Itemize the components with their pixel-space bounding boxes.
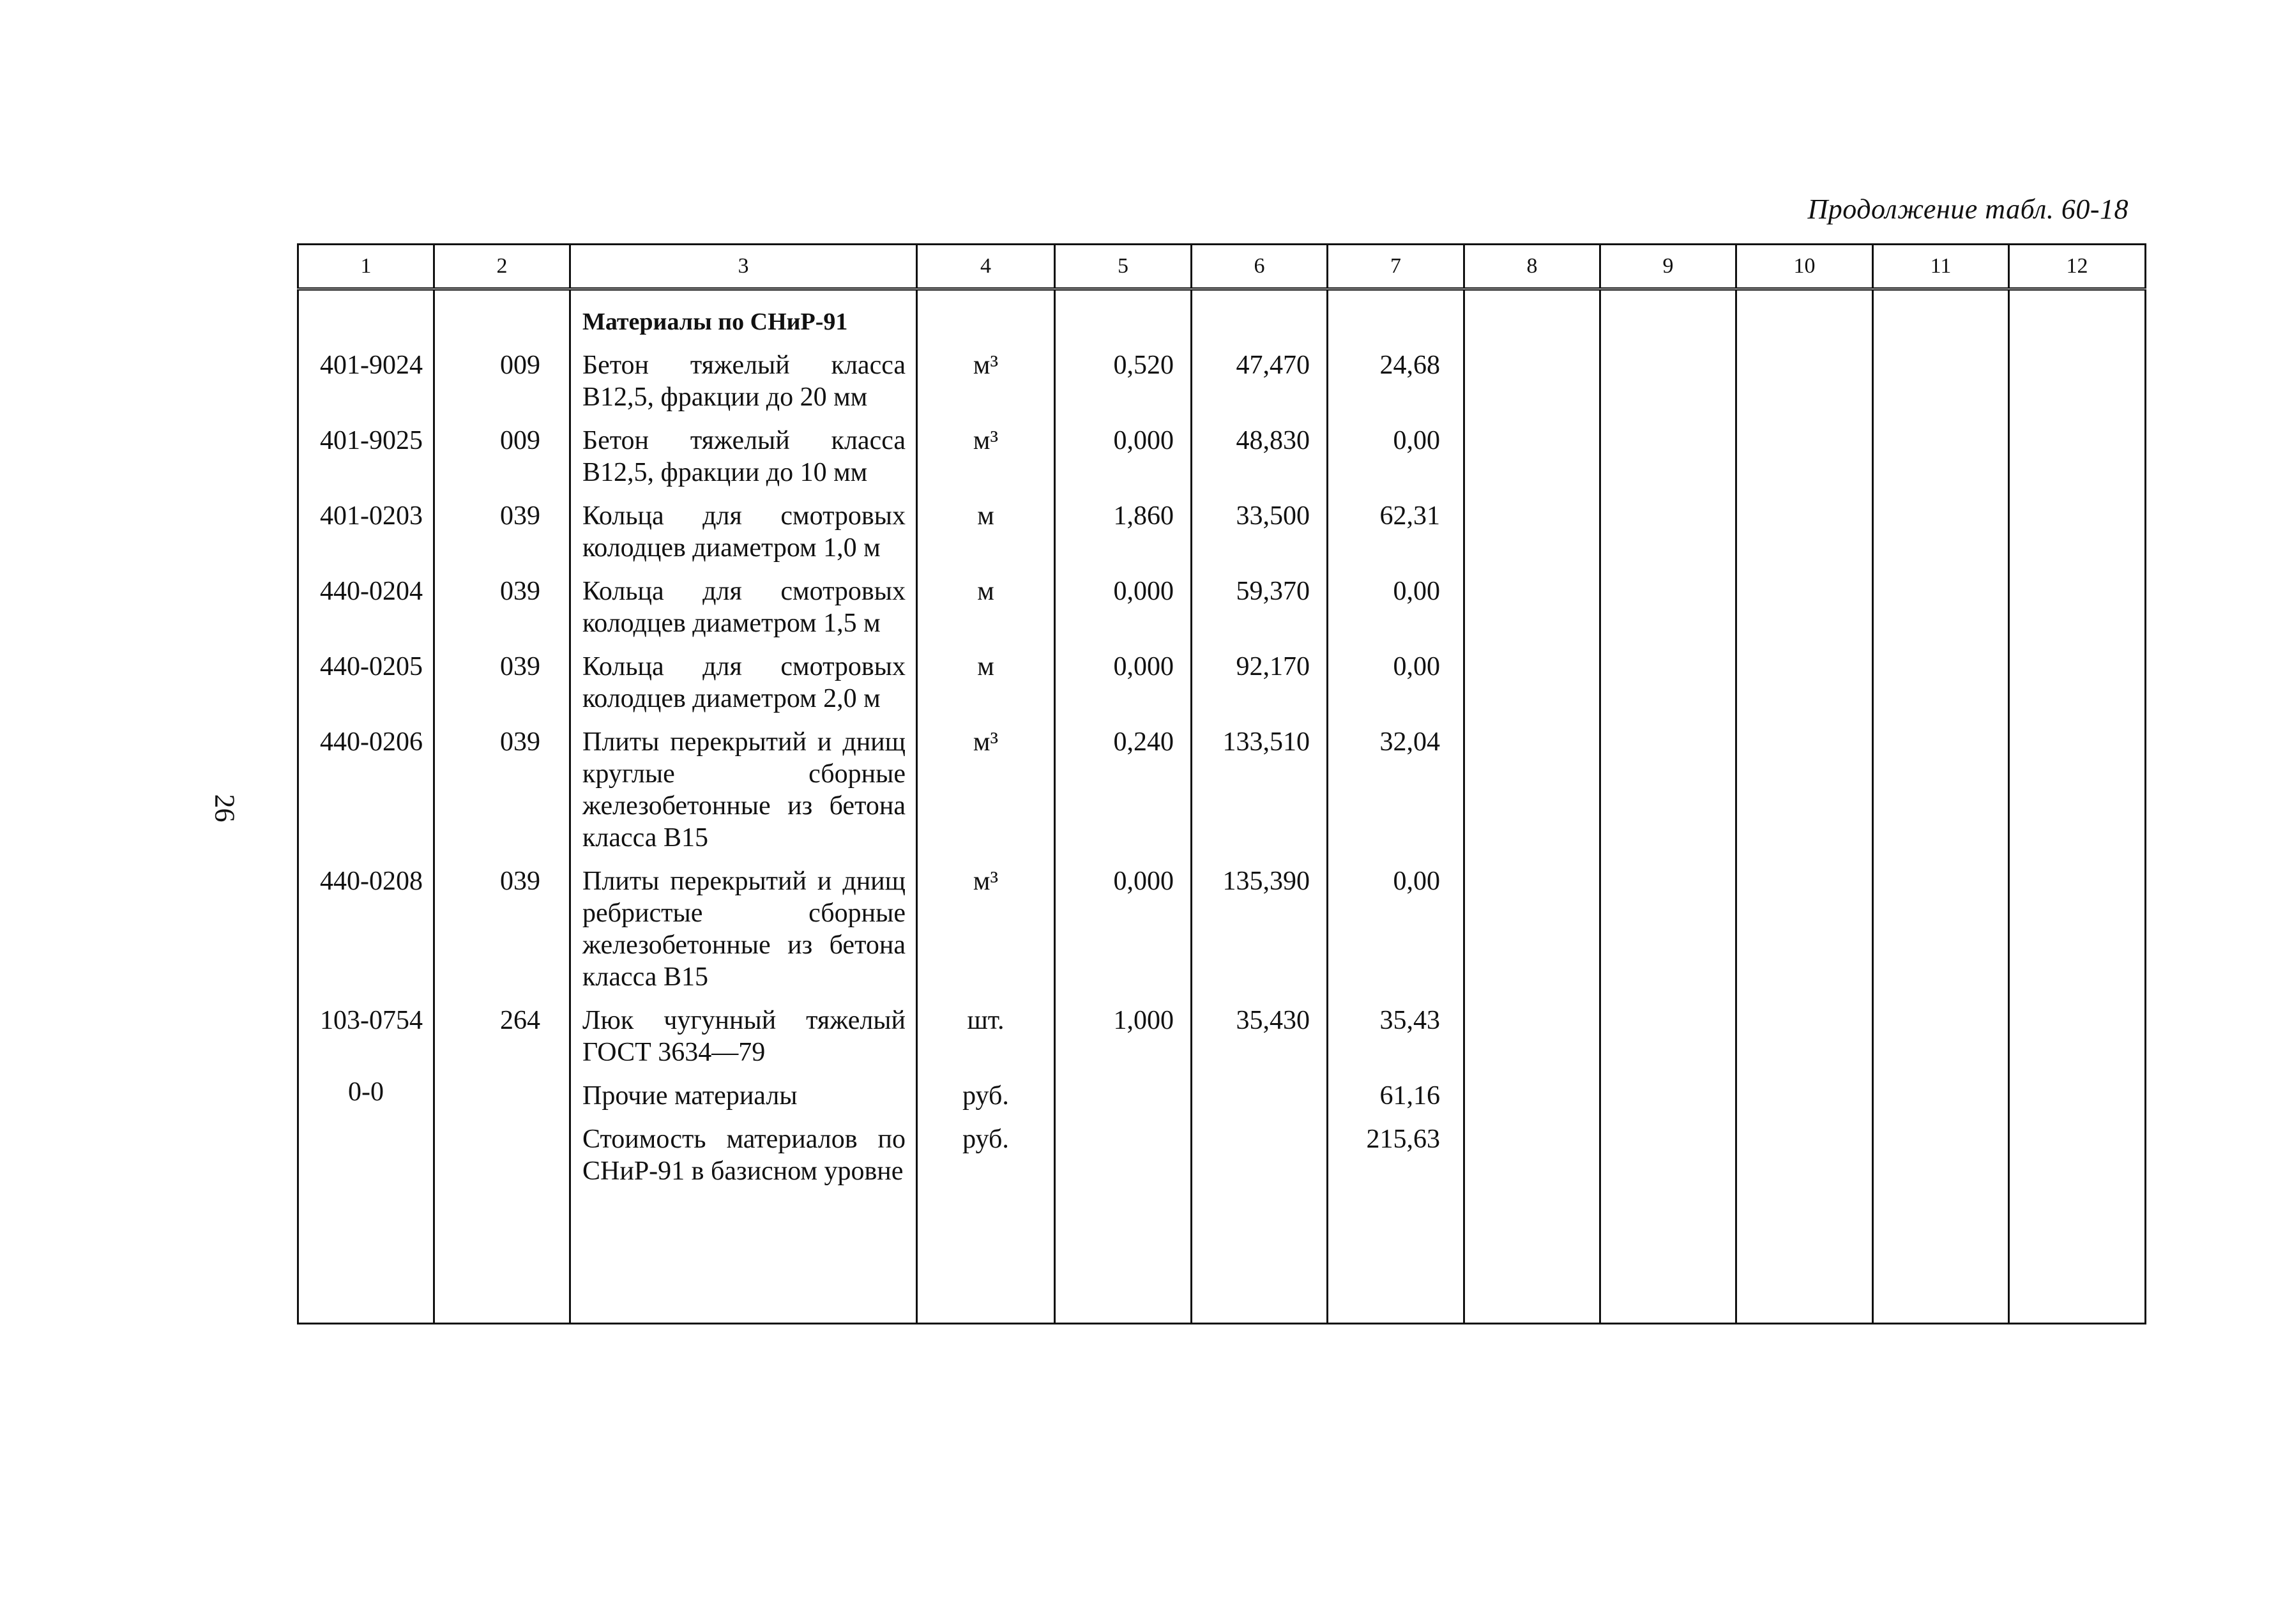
price-cell [1192, 1119, 1328, 1195]
empty-cell [1600, 722, 1736, 861]
name-cell: Люк чугунный тяжелый ГОСТ 3634—79 [570, 1001, 917, 1076]
empty-cell [1873, 722, 2009, 861]
empty-cell [1873, 345, 2009, 421]
cost-cell: 32,04 [1328, 722, 1464, 861]
cost-cell: 61,16 [1328, 1076, 1464, 1119]
empty-cell [1600, 421, 1736, 496]
unit-cell: руб. [917, 1119, 1055, 1195]
price-cell: 92,170 [1192, 647, 1328, 722]
col-header-6: 6 [1192, 245, 1328, 289]
cost-cell: 215,63 [1328, 1119, 1464, 1195]
empty-cell [1736, 1001, 1873, 1076]
table-row [298, 496, 2146, 572]
empty-cell [1736, 572, 1873, 647]
price-cell: 35,430 [1192, 1001, 1328, 1076]
quantity-cell: 0,000 [1055, 421, 1192, 496]
unit-cell: м [917, 572, 1055, 647]
quantity-cell: 0,240 [1055, 722, 1192, 861]
empty-cell [1873, 861, 2009, 1001]
table-row [298, 1001, 2146, 1076]
code-cell: 440-0208 [298, 861, 434, 1001]
empty-cell [1600, 1119, 1736, 1195]
empty-cell [1464, 861, 1600, 1001]
col-header-10: 10 [1736, 245, 1873, 289]
empty-cell [1600, 861, 1736, 1001]
table-row [298, 1119, 2146, 1195]
empty-cell [1464, 421, 1600, 496]
subcode-cell: 039 [434, 861, 570, 1001]
empty-cell [1873, 647, 2009, 722]
empty-cell [1464, 1001, 1600, 1076]
subcode-cell: 039 [434, 647, 570, 722]
name-cell: Кольца для смотровых колодцев диаметром 2,0 м [570, 647, 917, 722]
empty-cell [2009, 345, 2146, 421]
table-row [298, 345, 2146, 421]
cost-cell: 0,00 [1328, 647, 1464, 722]
empty-cell [1464, 572, 1600, 647]
empty-cell [1873, 1119, 2009, 1195]
empty-cell [1873, 421, 2009, 496]
table-caption: Продолжение табл. 60-18 [1807, 194, 2129, 225]
empty-cell [1464, 345, 1600, 421]
cost-cell: 24,68 [1328, 345, 1464, 421]
subcode-cell: 039 [434, 496, 570, 572]
col-header-2: 2 [434, 245, 570, 289]
empty-cell [1600, 572, 1736, 647]
empty-cell [2009, 1119, 2146, 1195]
unit-cell: м³ [917, 722, 1055, 861]
cost-cell: 62,31 [1328, 496, 1464, 572]
empty-cell [2009, 722, 2146, 861]
unit-cell: м [917, 647, 1055, 722]
empty-cell [1873, 1001, 2009, 1076]
empty-cell [1736, 345, 1873, 421]
subcode-cell: 264 [434, 1001, 570, 1076]
name-cell: Плиты перекрытий и днищ круглые сборные железобетонные из бетона класса В15 [570, 722, 917, 861]
code-cell: 401-0203 [298, 496, 434, 572]
table-row [298, 1076, 2146, 1119]
quantity-cell: 1,000 [1055, 1001, 1192, 1076]
empty-cell [2009, 647, 2146, 722]
price-cell [1192, 1076, 1328, 1119]
subcode-cell: 009 [434, 345, 570, 421]
empty-cell [1736, 496, 1873, 572]
quantity-cell [1055, 1076, 1192, 1119]
quantity-cell: 0,520 [1055, 345, 1192, 421]
col-header-12: 12 [2009, 245, 2146, 289]
col-header-4: 4 [917, 245, 1055, 289]
price-cell: 47,470 [1192, 345, 1328, 421]
col-header-5: 5 [1055, 245, 1192, 289]
filler-row [298, 1195, 2146, 1324]
empty-cell [1464, 496, 1600, 572]
empty-cell [1736, 647, 1873, 722]
cost-cell: 0,00 [1328, 572, 1464, 647]
code-cell: 440-0205 [298, 647, 434, 722]
quantity-cell [1055, 1119, 1192, 1195]
name-cell: Бетон тяжелый класса В12,5, фракции до 20 мм [570, 345, 917, 421]
name-cell: Стоимость материалов по СНиР-91 в базисном уровне [570, 1119, 917, 1195]
empty-cell [1464, 647, 1600, 722]
col-header-11: 11 [1873, 245, 2009, 289]
empty-cell [2009, 1001, 2146, 1076]
cost-cell: 0,00 [1328, 421, 1464, 496]
col-header-3: 3 [570, 245, 917, 289]
col-header-7: 7 [1328, 245, 1464, 289]
unit-cell: руб. [917, 1076, 1055, 1119]
empty-cell [1464, 1119, 1600, 1195]
table-row [298, 861, 2146, 1001]
price-cell: 135,390 [1192, 861, 1328, 1001]
section-title: Материалы по СНиР-91 [570, 289, 917, 346]
page-number: 26 [209, 794, 241, 823]
empty-cell [1873, 1076, 2009, 1119]
code-cell: 401-9024 [298, 345, 434, 421]
quantity-cell: 0,000 [1055, 647, 1192, 722]
table-row [298, 421, 2146, 496]
empty-cell [1736, 861, 1873, 1001]
code-cell: 440-0206 [298, 722, 434, 861]
empty-cell [1464, 722, 1600, 861]
subcode-cell: 039 [434, 722, 570, 861]
empty-cell [1736, 1119, 1873, 1195]
table-row [298, 722, 2146, 861]
price-cell: 59,370 [1192, 572, 1328, 647]
unit-cell: м³ [917, 861, 1055, 1001]
cost-cell: 0,00 [1328, 861, 1464, 1001]
section-title-row [298, 289, 2146, 346]
unit-cell: м [917, 496, 1055, 572]
empty-cell [1600, 1001, 1736, 1076]
code-cell [298, 1119, 434, 1195]
name-cell: Прочие материалы [570, 1076, 917, 1119]
header-row [298, 245, 2146, 289]
empty-cell [1736, 722, 1873, 861]
col-header-1: 1 [298, 245, 434, 289]
subcode-cell: 039 [434, 572, 570, 647]
empty-cell [1600, 496, 1736, 572]
empty-cell [2009, 572, 2146, 647]
unit-cell: м³ [917, 421, 1055, 496]
materials-table-container [297, 243, 2138, 1324]
name-cell: Кольца для смотровых колодцев диаметром 1,5 м [570, 572, 917, 647]
cost-cell: 35,43 [1328, 1001, 1464, 1076]
code-cell: 0-0 [298, 1076, 434, 1119]
empty-cell [2009, 1076, 2146, 1119]
subcode-cell: 009 [434, 421, 570, 496]
quantity-cell: 1,860 [1055, 496, 1192, 572]
quantity-cell: 0,000 [1055, 861, 1192, 1001]
col-header-8: 8 [1464, 245, 1600, 289]
code-cell: 401-9025 [298, 421, 434, 496]
name-cell: Кольца для смотровых колодцев диаметром 1,0 м [570, 496, 917, 572]
unit-cell: шт. [917, 1001, 1055, 1076]
unit-cell: м³ [917, 345, 1055, 421]
subcode-cell [434, 1076, 570, 1119]
empty-cell [1600, 647, 1736, 722]
name-cell: Плиты перекрытий и днищ ребристые сборные железобетонные из бетона класса В15 [570, 861, 917, 1001]
subcode-cell [434, 1119, 570, 1195]
code-cell: 103-0754 [298, 1001, 434, 1076]
empty-cell [1873, 496, 2009, 572]
price-cell: 33,500 [1192, 496, 1328, 572]
empty-cell [2009, 421, 2146, 496]
table-row [298, 647, 2146, 722]
code-cell: 440-0204 [298, 572, 434, 647]
price-cell: 133,510 [1192, 722, 1328, 861]
materials-table [297, 243, 2146, 1324]
col-header-9: 9 [1600, 245, 1736, 289]
empty-cell [2009, 861, 2146, 1001]
table-row [298, 572, 2146, 647]
empty-cell [1873, 572, 2009, 647]
price-cell: 48,830 [1192, 421, 1328, 496]
empty-cell [1464, 1076, 1600, 1119]
quantity-cell: 0,000 [1055, 572, 1192, 647]
name-cell: Бетон тяжелый класса В12,5, фракции до 10 мм [570, 421, 917, 496]
empty-cell [1736, 1076, 1873, 1119]
empty-cell [1600, 1076, 1736, 1119]
empty-cell [1736, 421, 1873, 496]
empty-cell [2009, 496, 2146, 572]
empty-cell [1600, 345, 1736, 421]
